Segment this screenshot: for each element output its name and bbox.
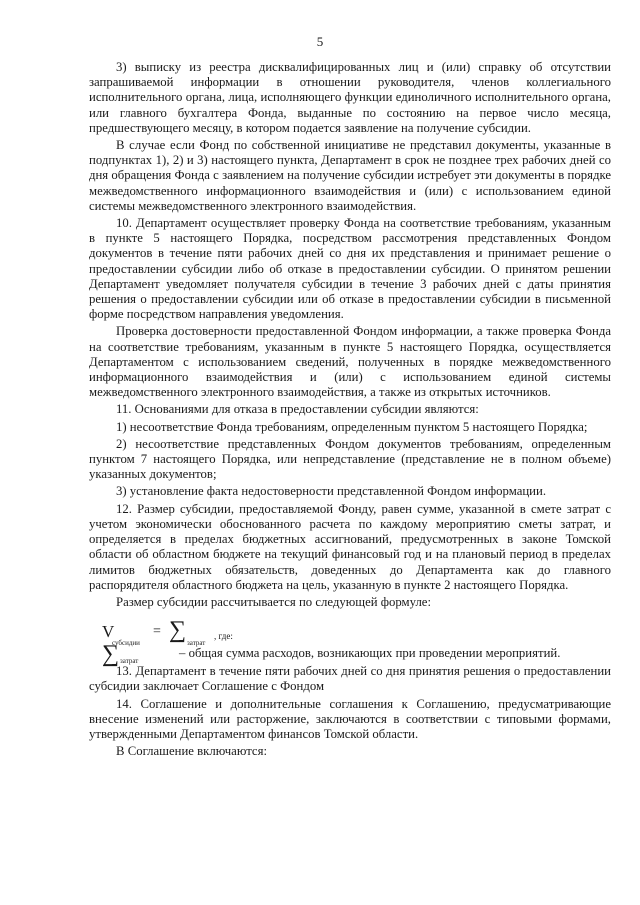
formula-equals: = <box>153 624 161 640</box>
formula-v-symbol: V <box>102 622 115 642</box>
paragraph: 12. Размер субсидии, предоставляемой Фонду, равен сумме, указанной в смете затрат с учетом экономически обоснованного расчета по каждому мероприятию сметы затрат, и определяется в пределах бюджетных ассигнований, предусмотренных в законе Томской области об областном бюджете на текущий финансовый год и на плановый период в пределах лимитов бюджетных обязательств, доведенных до Департамента как до главного распорядителя областного бюджета на цель, указанную в пункте 2 настоящего Порядка. <box>89 501 611 592</box>
formula-sigma-subscript: затрат <box>187 639 206 648</box>
paragraph: 3) установление факта недостоверности представленной Фондом информации. <box>116 484 547 499</box>
paragraph: Проверка достоверности предоставленной Фондом информации, а также проверка Фонда на соответствие требованиям, указанным в пункте 5 настоящего Порядка, осуществляется Департаментом с использованием сведений, полученных в порядке межведомственного информационного взаимодействия и (или) с использованием единой системы межведомственного электронного взаимодействия, а также из открытых источников. <box>89 324 611 400</box>
formula-definition <box>89 641 611 668</box>
page-number: 5 <box>316 34 324 49</box>
paragraph: 3) выписку из реестра дисквалифицированных лиц и (или) справку об отсутствии запрашиваемой информации в отношении руководителя, членов коллегиального исполнительного органа, лица, исполняющего функции единоличного исполнительного органа, или главного бухгалтера Фонда, выданные по состоянию на первое число месяца, предшествующего месяцу, в котором подается заявление на получение субсидии. <box>89 60 611 135</box>
paragraph: 10. Департамент осуществляет проверку Фонда на соответствие требованиям, указанным в пункте 5 настоящего Порядка, посредством рассмотрения представленных Фондом документов в течение пяти рабочих дней со дня их представления и принимает решение о предоставлении субсидии либо об отказе в предоставлении субсидии. О принятом решении Департамент уведомляет получателя субсидии в течение 3 рабочих дней с даты принятия решения о предоставлении субсидии или об отказе в предоставлении субсидии в письменной форме посредством направления уведомления. <box>89 216 611 322</box>
paragraph: В Соглашение включаются: <box>116 744 267 759</box>
formula-suffix: , где: <box>214 631 233 642</box>
paragraph: В случае если Фонд по собственной инициативе не представил документы, указанные в подпунктах 1), 2) и 3) настоящего пункта, Департамент в срок не позднее трех рабочих дней со дня обращения Фонда с заявлением на получение субсидии истребует эти документы в порядке межведомственного информационного взаимодействия и (или) с использованием единой системы межведомственного электронного взаимодействия. <box>89 138 611 213</box>
definition-text: – общая сумма расходов, возникающих при проведении мероприятий. <box>179 646 561 661</box>
paragraph: 13. Департамент в течение пяти рабочих дней со дня принятия решения о предоставлении субсидии заключает Соглашение с Фондом <box>89 664 611 694</box>
paragraph: 11. Основаниями для отказа в предоставлении субсидии являются: <box>116 402 479 417</box>
paragraph: Размер субсидии рассчитывается по следующей формуле: <box>116 594 432 609</box>
definition-sigma: ∑ <box>102 641 120 668</box>
subsidy-formula <box>89 612 611 648</box>
formula-v-subscript: субсидии <box>112 639 140 648</box>
definition-sigma-subscript: затрат <box>120 657 139 666</box>
paragraph: 1) несоответствие Фонда требованиям, определенным пунктом 5 настоящего Порядка; <box>116 419 588 434</box>
formula-sigma: ∑ <box>169 617 187 644</box>
document-body <box>89 60 611 761</box>
paragraph: 2) несоответствие представленных Фондом документов требованиям, определенным пунктом 7 настоящего Порядка, или непредставление (представление не в полном объеме) указанных документов; <box>89 436 611 482</box>
paragraph: 14. Соглашение и дополнительные соглашения к Соглашению, предусматривающие внесение изменений или расторжение, заключаются в соответствии с типовыми формами, утвержденными Департаментом финансов Томской области. <box>89 696 611 741</box>
